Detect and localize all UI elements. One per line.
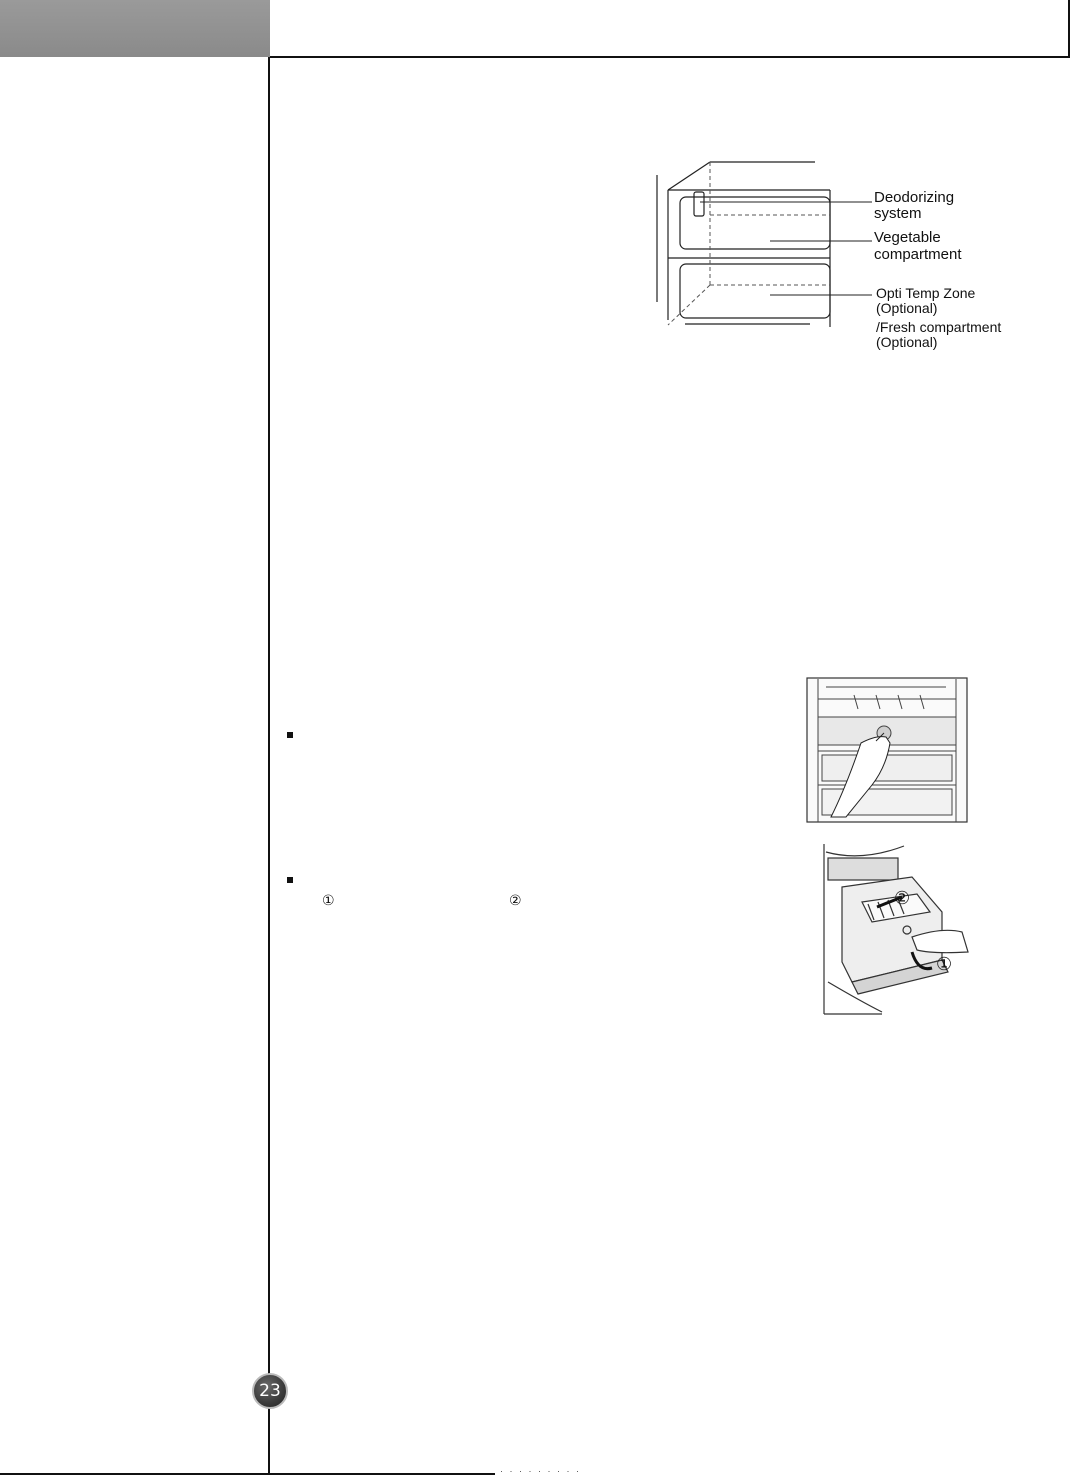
vegetable-label-line1: Vegetable [874, 229, 941, 246]
bullet-1 [287, 732, 293, 738]
page-number-badge [252, 1373, 288, 1409]
drawer-marker-two: ② [894, 888, 911, 909]
deodorizing-label-line1: Deodorizing [874, 189, 955, 206]
fresh-label-line1: /Fresh compartment [876, 319, 1002, 335]
drawer-marker-one: ① [936, 954, 953, 975]
vegetable-label-line2: compartment [874, 246, 962, 263]
step-two-marker: ② [509, 893, 522, 909]
remove-drawer-illustration [822, 842, 970, 1016]
deodorizing-label-line2: system [874, 205, 922, 222]
page-number: 23 [259, 1381, 281, 1401]
step-one-marker: ① [322, 893, 335, 909]
footer-fragment: · · · · · · · · · [500, 1466, 581, 1476]
press-button-illustration [806, 677, 968, 823]
opti-temp-label-line1: Opti Temp Zone [876, 285, 976, 301]
header-rule [270, 56, 1070, 58]
header-right-edge [1068, 0, 1070, 58]
header-tab [0, 0, 270, 57]
compartment-diagram [650, 155, 1030, 365]
margin-rule [268, 57, 270, 1475]
opti-temp-label-line2: (Optional) [876, 300, 938, 316]
bullet-2 [287, 877, 293, 883]
fresh-label-line2: (Optional) [876, 334, 938, 350]
